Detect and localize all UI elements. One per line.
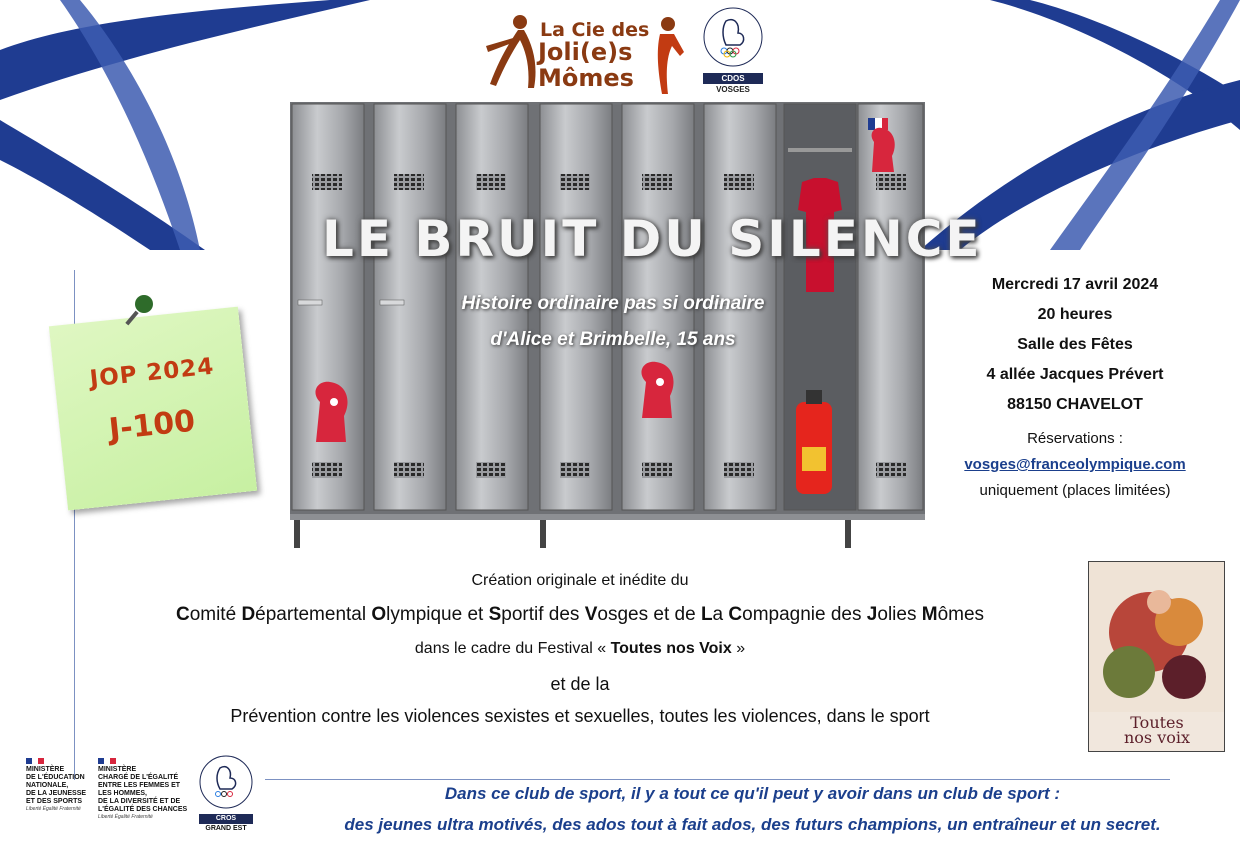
cdos-logo (700, 3, 766, 95)
phryge-mascot-icon (641, 362, 673, 418)
logo-line-1: La Cie des (540, 19, 650, 41)
prevention-line: Prévention contre les violences sexistes et sexuelles, toutes les violences, dans le sport (230, 706, 930, 726)
reservations-note: uniquement (places limitées) (979, 482, 1171, 499)
cros-badge: CROS (199, 814, 253, 824)
ministry-name-line: NATIONALE, (26, 782, 69, 789)
event-date: Mercredi 17 avril 2024 (991, 276, 1159, 293)
cdos-badge: CDOS (703, 73, 763, 84)
ministry-name-line: DE LA JEUNESSE (26, 790, 87, 797)
organizer-initial: D (241, 604, 256, 625)
tagline-line-2: des jeunes ultra motivés, des ados tout à fait ados, des futurs champions, un entraîneur et un secret. (344, 815, 1161, 834)
note-countdown-label: J-100 (107, 403, 197, 448)
republic-flag-icon (98, 758, 116, 764)
organizer-initial: J (866, 604, 878, 625)
logo-line-3: Mômes (538, 64, 634, 92)
countdown-sticky-note (40, 300, 260, 510)
logo-line-2: Joli(e)s (538, 38, 633, 66)
organizer-initial: V (584, 604, 598, 625)
show-subtitle-line-2: d'Alice et Brimbelle, 15 ans (490, 329, 736, 350)
cdos-subtitle: VOSGES (716, 85, 750, 94)
ministry-name-line: DE LA DIVERSITÉ ET DE (98, 798, 181, 805)
olympic-rooster-seal-icon (700, 3, 766, 73)
tagline-line-1: Dans ce club de sport, il y a tout ce qu'il peut y avoir dans un club de sport : (444, 784, 1061, 803)
organizer-initial: L (700, 604, 713, 625)
bottom-divider-line (265, 779, 1170, 780)
runner-figure-icon (650, 16, 684, 96)
ministry-name-line: MINISTÈRE (26, 766, 65, 773)
note-jop-label: JOP 2024 (88, 353, 216, 393)
ministry-name-line: DE L'ÉDUCATION (26, 774, 85, 781)
push-pin-icon (120, 292, 160, 332)
organizer-text: lympique et (386, 604, 489, 625)
cros-logo (196, 752, 256, 832)
event-venue: Salle des Fêtes (1017, 336, 1133, 353)
event-time: 20 heures (1037, 306, 1113, 323)
organizer-initial: C (728, 604, 743, 625)
phryge-mascot-icon (315, 382, 347, 442)
organizer-initial: M (921, 604, 938, 625)
reservations-email-link[interactable]: vosges@franceolympique.com (964, 456, 1186, 473)
organizer-initial: S (488, 604, 502, 625)
event-address: 4 allée Jacques Prévert (986, 366, 1164, 383)
organizers-line (0, 604, 1160, 626)
conjunction-line: et de la (550, 674, 610, 694)
festival-line: dans le cadre du Festival « Toutes nos Voix » (414, 640, 746, 657)
lockers-illustration (290, 102, 925, 550)
organizer-initial: C (175, 604, 190, 625)
reservations-label: Réservations : (1027, 430, 1123, 447)
ministry-equality-logo: MINISTÈRE CHARGÉ DE L'ÉGALITÉ ENTRE LES FEMMES ET LES HOMMES, DE LA DIVERSITÉ ET DE L'ÉGALITÉ DES CHANCES Liberté Égalité Fraternité (98, 758, 194, 820)
organizer-text: a (712, 604, 729, 625)
ministry-name-line: ENTRE LES FEMMES ET (98, 782, 181, 789)
ministry-name-line: ET DES SPORTS (26, 798, 83, 805)
show-subtitle-line-1: Histoire ordinaire pas si ordinaire (461, 293, 765, 314)
ministry-name-line: L'ÉGALITÉ DES CHANCES (98, 806, 188, 813)
creation-intro: Création originale et inédite du (471, 572, 689, 589)
dancer-figure-icon (480, 12, 540, 92)
festival-name: Toutes nos Voix (610, 640, 732, 657)
organizer-text: osges et de (597, 604, 701, 625)
organizer-text: ompagnie des (742, 604, 867, 625)
show-title: LE BRUIT DU SILENCE (322, 210, 983, 268)
organizer-text: ômes (937, 604, 985, 625)
ministry-name-line: MINISTÈRE (98, 766, 137, 773)
ministry-name-line: CHARGÉ DE L'ÉGALITÉ (98, 774, 179, 781)
organizer-text: portif des (501, 604, 585, 625)
cros-subtitle: GRAND EST (205, 825, 247, 832)
republic-flag-icon (26, 758, 44, 764)
ministry-name-line: LES HOMMES, (98, 790, 148, 797)
organizer-text: omité (189, 604, 242, 625)
festival-poster-title: Toutes nos voix (1123, 713, 1191, 747)
event-info (940, 270, 1210, 504)
organizer-text: olies (877, 604, 922, 625)
olympic-rooster-seal-icon (196, 752, 256, 812)
event-city: 88150 CHAVELOT (1007, 396, 1143, 413)
organizer-initial: O (371, 604, 387, 625)
ministry-education-logo: MINISTÈRE DE L'ÉDUCATION NATIONALE, DE LA JEUNESSE ET DES SPORTS Liberté Égalité Fraternité (26, 758, 92, 812)
jolies-momes-logo (480, 12, 685, 92)
organizer-text: épartemental (255, 604, 372, 625)
